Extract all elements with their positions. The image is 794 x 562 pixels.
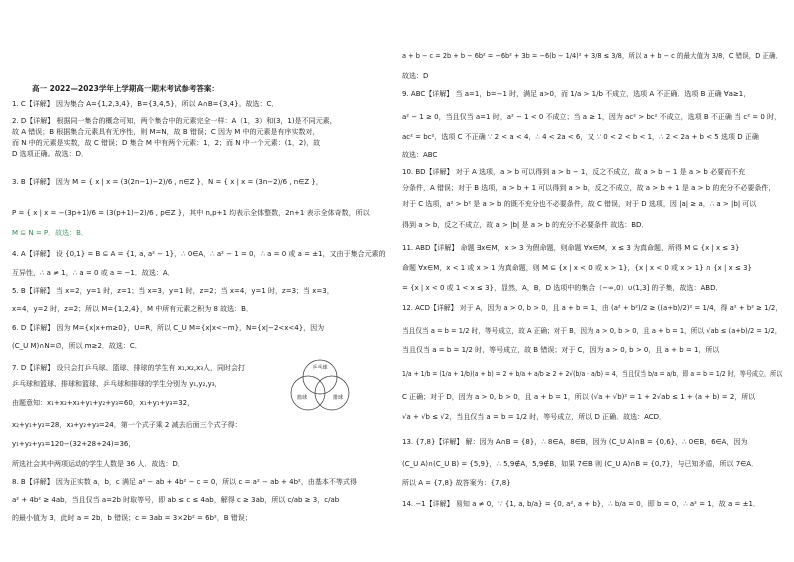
right-column [402,0,782,562]
answer-8-line-2: a² + 4b² ≥ 4ab，当且仅当 a=2b 时取等号，即 ab ≤ c ≤ 4ab，解得 c ≥ 3ab，所以 c/ab ≥ 3，c/ab [12,496,340,504]
venn-label-volleyball: 排球 [332,395,344,401]
venn-diagram [284,355,356,415]
answer-7-line-3: 由题意知：x₁+x₂+x₃+y₁+y₂+y₃=60，x₁+y₁+y₃=32， [12,399,195,407]
answer-2-line-2: 故 A 错误；B 根据集合元素具有无序性，则 M=N，故 B 错误；C 因为 M 中的元素是有序实数对， [12,128,320,136]
answer-7-line-4: x₂+y₁+y₂=28，x₃+y₂+y₃=24，第一个式子乘 2 减去后面三个式子得： [12,421,242,429]
answer-10-line-4: 得到 a > b，反之不成立，故 a > |b| 是 a > b 的充分不必要条件 故选：BD． [402,221,649,229]
answer-2-line-4: D 选项正确。故选：D． [12,150,89,158]
page-title: 高一 2022—2023学年上学期高一期末考试参考答案： [32,84,219,93]
answer-2-line-1: 2. D【详解】 根据同一集合的概念可知，两个集合中的元素完全一样：A（1，3）和(3，1)是不同元素， [12,117,337,125]
answer-13-line-1: 13. {7,8}【详解】 解：因为 A∩B = {8}，∴ 8∈A，8∈B，因为 (C_U A)∩B = {0,6}，∴ 0∈B，6∈A，因为 [402,438,748,446]
answer-4-line-2: 互异性，∴ a ≠ 1，∴ a = 0 或 a = −1．故选：A． [12,269,175,277]
answer-11-line-3: = {x | x < 0 或 1 < x ≤ 3}，显然，A，B，D 选项中的集合（−∞,0）∪(1,3] 的子集，故选：ABD． [402,284,723,292]
venn-circle-volleyball [315,376,349,410]
answer-8-conclusion: 故选：D [402,72,429,80]
answer-3-line-2: P = { x | x = −(3p+1)/6 = (3(p+1)−2)/6 , p∈Z }，其中 n,p+1 均表示全体整数，2n+1 表示全体奇数，所以 [12,209,370,217]
answer-10-line-3: 对于 C 选项，a² > b² 是 a > b 的既不充分也不必要条件，故 C 错误，对于 D 选项，因 |a| ≥ a，∴ a > |b| 可以 [402,200,757,208]
answer-7-line-1: 7. D【详解】 设只会打乒乓球、篮球、排球的学生有 x₁,x₂,x₃人，同时会打 [12,364,246,372]
answer-6-line-1: 6. D【详解】 因为 M={x|x+m≥0}，U=R，所以 C_U M={x|x<−m}，N={x|−2<x<4}，因为 [12,324,325,332]
answer-7-line-5: y₁+y₂+y₃=120−(32+28+24)=36， [12,440,136,448]
answer-2-line-3: 而 N 中的元素是实数，故 C 错误；D 集合 M 中有两个元素：1，2；而 N 中一个元素：(1，2)，故 [12,139,321,147]
answer-9-line-3: ac² = bc²，选项 C 不正确 ∵ 2 < a < 4，∴ 4 < 2a < 6，又 ∵ 0 < 2 < b < 1，∴ 2 < 2a + b < 5 选项 D 正确 [402,133,759,141]
answer-4-line-1: 4. A【详解】 设 {0,1} = B ⊆ A = {1, a, a² − 1}，∴ 0∈A，∴ a² − 1 = 0，∴ a = 0 或 a = ±1，又由于集合元素的 [12,250,386,258]
answer-14-line-1: 14. −1【详解】 易知 a ≠ 0，∵ {1, a, b/a} = {0, a², a + b}，∴ b/a = 0，即 b = 0，∴ a² = 1，故 a = ±1． [402,500,760,508]
answer-5-line-2: x=4，y=2 时，z=2；所以 M={1,2,4}，M 中所有元素之积为 8 故选：B． [12,305,253,313]
answer-8-line-1: 8. B【详解】 因为正实数 a，b，c 满足 a² − ab + 4b² − c = 0，所以 c = a² − ab + 4b²，由基本不等式得 [12,478,357,486]
answer-13-line-2: (C_U A)∩(C_U B) = {5,9}，∴ 5,9∉A，5,9∉B，如果 7∈B 则 (C_U A)∩B = {0,7}，与已知矛盾，所以 7∈A． [402,460,759,468]
answer-9-line-2: a² − 1 ≥ 0，当且仅当 a=1 时，a² − 1 < 0 不成立；当 a ≥ 1，因为 ac² > bc² 不成立，选项 B 不正确 当 c² = 0 时， [402,113,781,121]
answer-11-line-2: 命题 ∀x∈M，x < 1 或 x > 1 为真命题，则 M ⊆ {x | x < 0 或 x > 1}，{x | x < 0 或 x > 1} ∩ {x | x ≤ 3} [402,264,752,272]
answer-12-line-5: C 正确；对于 D，因为 a > 0, b > 0，且 a + b = 1，所以 (√a + √b)² = 1 + 2√ab ≤ 1 + (a + b) = 2，所以 [402,393,756,401]
answer-9-line-4: 故选：ABC [402,151,438,159]
answer-8-continued: a + b − c = 2b + b − 6b² = −6b² + 3b = −6(b − 1/4)² + 3/8 ≤ 3/8，所以 a + b − c 的最大值为 3/8，C 错误，D 正确． [402,52,783,60]
answer-7-line-6: 所选社会其中两项运动的学生人数是 36 人．故选：D． [12,460,185,468]
venn-label-basketball: 篮球 [296,395,308,401]
answer-12-line-6: √a + √b ≤ √2，当且仅当 a = b = 1/2 时，等号成立，所以 D 正确．故选：ACD． [402,413,667,421]
answer-3-line-3: M ⊆ N = P．故选：B． [12,229,88,237]
answer-9-line-1: 9. ABC【详解】 当 a=1，b=−1 时，满足 a>0，而 1/a > 1/b 不成立，选项 A 不正确．选项 B 正确 ∀a≥1， [402,90,751,98]
answer-12-line-4: 1/a + 1/b = (1/a + 1/b)(a + b) = 2 + b/a + a/b ≥ 2 + 2√(b/a · a/b) = 4，当且仅当 b/a = a/b，即 a = b = 1/2 时，等号成立，所以 [402,370,783,378]
answer-12-line-2: 当且仅当 a = b = 1/2 时，等号成立，故 A 正确；对于 B，因为 a > 0, b > 0，且 a + b = 1，所以 √ab ≤ (a+b)/2 = 1/2， [402,327,782,335]
venn-label-pingpong: 乒乓球 [312,365,328,371]
answer-12-line-1: 12. ACD【详解】 对于 A，因为 a > 0, b > 0，且 a + b = 1，由 (a² + b²)/2 ≥ ((a+b)/2)² = 1/4，得 a² + b² ≥ 1/2， [402,304,783,312]
answer-10-line-1: 10. BD【详解】 对于 A 选项，a > b 可以得到 a > b − 1，反之不成立，故 a > b − 1 是 a > b 必要而不充 [402,168,746,176]
answer-13-line-3: 所以 A = {7,8} 故答案为：{7,8} [402,479,511,487]
answer-1: 1. C【详解】 因为集合 A={1,2,3,4}，B={3,4,5}，所以 A∩B={3,4}。故选：C． [12,100,279,108]
answer-3-line-1: 3. B【详解】 因为 M = { x | x = (3(2n−1)−2)/6 , n∈Z }，N = { x | x = (3n−2)/6 , n∈Z }， [12,178,323,186]
answer-12-line-3: 当且仅当 a = b = 1/2 时，等号成立，故 B 错误；对于 C，因为 a > 0, b > 0，且 a + b = 1，所以 [402,346,720,354]
answer-6-line-2: (C_U M)∩N=∅，所以 m≥2．故选：C． [12,342,142,350]
answer-10-line-2: 分条件，A 错误；对于 B 选项，a > b + 1 可以得到 a > b，反之不成立，故 a > b + 1 是 a > b 的充分不必要条件， [402,184,776,192]
answer-8-line-3: 的最小值为 3，此时 a = 2b，b 错误；c = 3ab = 3×2b² = 6b²，B 错误； [12,514,252,522]
answer-11-line-1: 11. ABD【详解】 命题 ∃x∈M，x > 3 为假命题，则命题 ∀x∈M，x ≤ 3 为真命题，所得 M ⊆ {x | x ≤ 3} [402,244,740,252]
left-column [12,0,392,562]
answer-5-line-1: 5. B【详解】 当 x=2，y=1 时，z=1；当 x=3，y=1 时，z=2；当 x=4，y=1 时，z=3；当 x=3， [12,287,334,295]
answer-7-line-2: 乒乓球和篮球、排球和篮球、乒乓球和排球的学生分别为 y₁,y₂,y₃， [12,380,222,388]
